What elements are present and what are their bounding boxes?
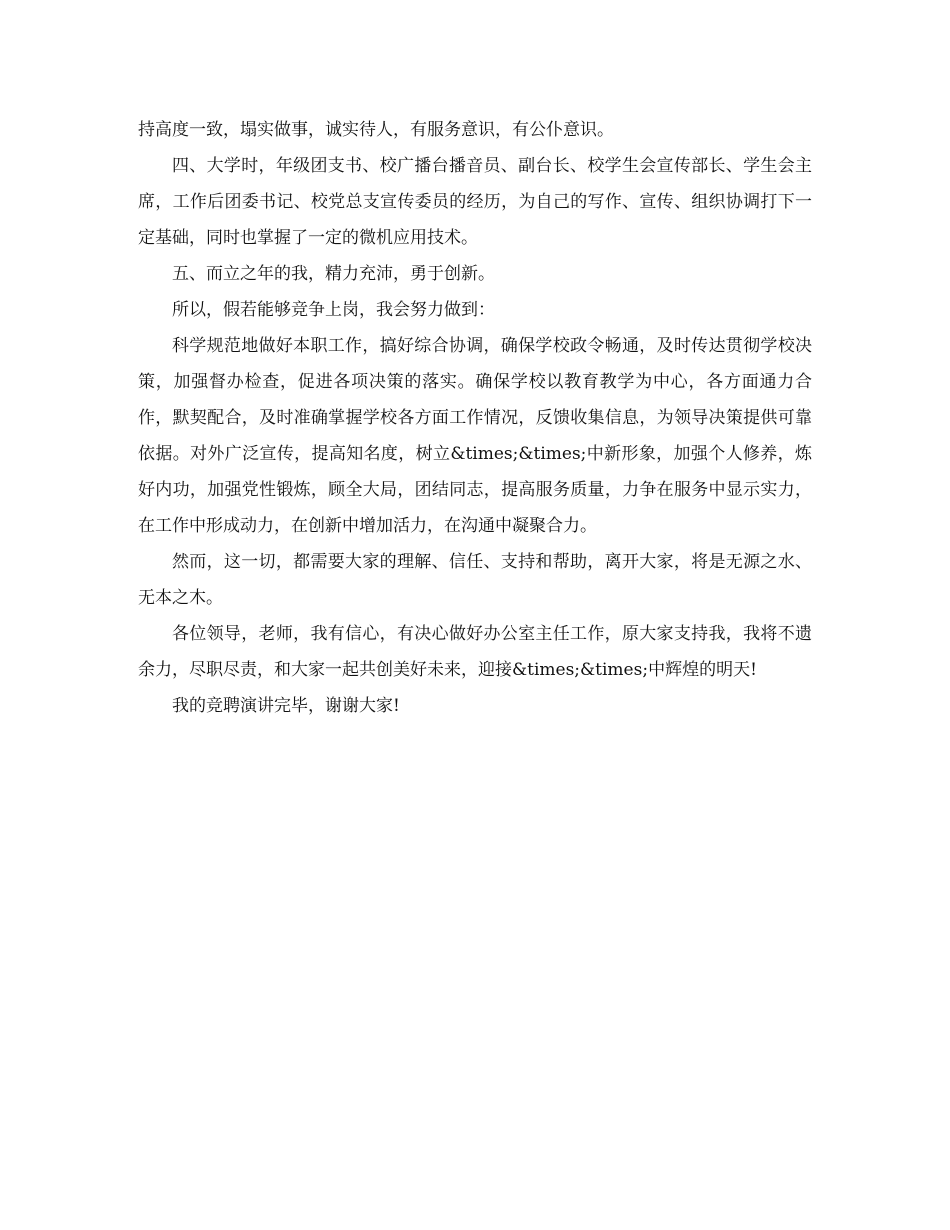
paragraph-closing: 我的竞聘演讲完毕，谢谢大家! [172,696,400,716]
paragraph-experience: 四、大学时，年级团支书、校广播台播音员、副台长、校学生会宣传部长、学生会主席，工作后团委书记、校党总支宣传委员的经历，为自己的写作、宣传、组织协调打下一定基础，同时也掌握了一定的微机应用技术。 [138,156,812,248]
paragraph-age: 五、而立之年的我，精力充沛，勇于创新。 [172,264,495,284]
paragraph-support: 然而，这一切，都需要大家的理解、信任、支持和帮助，离开大家，将是无源之水、无本之木。 [138,552,812,608]
document-body [138,112,812,724]
paragraph-intro-commitments: 所以，假若能够竞争上岗，我会努力做到： [172,300,495,320]
paragraph-resolve: 各位领导，老师，我有信心，有决心做好办公室主任工作，原大家支持我，我将不遗余力，尽职尽责，和大家一起共创美好未来，迎接&times;&times;中辉煌的明天! [138,624,812,680]
paragraph-commitments: 科学规范地做好本职工作，搞好综合协调，确保学校政令畅通，及时传达贯彻学校决策，加强督办检查，促进各项决策的落实。确保学校以教育教学为中心，各方面通力合作，默契配合，及时准确掌握学校各方面工作情况，反馈收集信息，为领导决策提供可靠依据。对外广泛宣传，提高知名度，树立&times;&times;中新形象，加强个人修养，炼好内功，加强党性锻炼，顾全大局，团结同志，提高服务质量，力争在服务中显示实力，在工作中形成动力，在创新中增加活力，在沟通中凝聚合力。 [138,336,812,536]
paragraph-continuation: 持高度一致，塌实做事，诚实待人，有服务意识，有公仆意识。 [138,120,614,140]
